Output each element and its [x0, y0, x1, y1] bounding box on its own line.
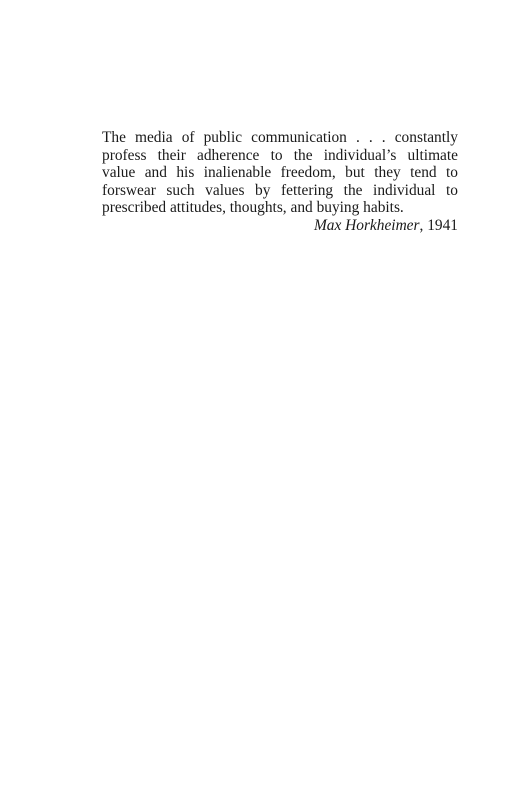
epigraph-quote	[102, 129, 458, 217]
quote-line-3: value and his inalienable freedom, but they tend to	[102, 164, 458, 181]
quote-line-2: profess their adherence to the individual’s ultimate	[102, 146, 458, 164]
attribution-separator: ,	[419, 216, 428, 234]
quote-line-1: The media of public communication . . . constantly	[102, 129, 458, 146]
attribution-year: 1941	[427, 216, 458, 234]
quote-line-5: prescribed attitudes, thoughts, and buying habits.	[102, 199, 404, 216]
epigraph-attribution	[102, 217, 458, 235]
quote-line-4: forswear such values by fettering the individual to	[102, 181, 458, 199]
epigraph	[102, 129, 458, 234]
attribution-author: Max Horkheimer	[313, 216, 420, 234]
